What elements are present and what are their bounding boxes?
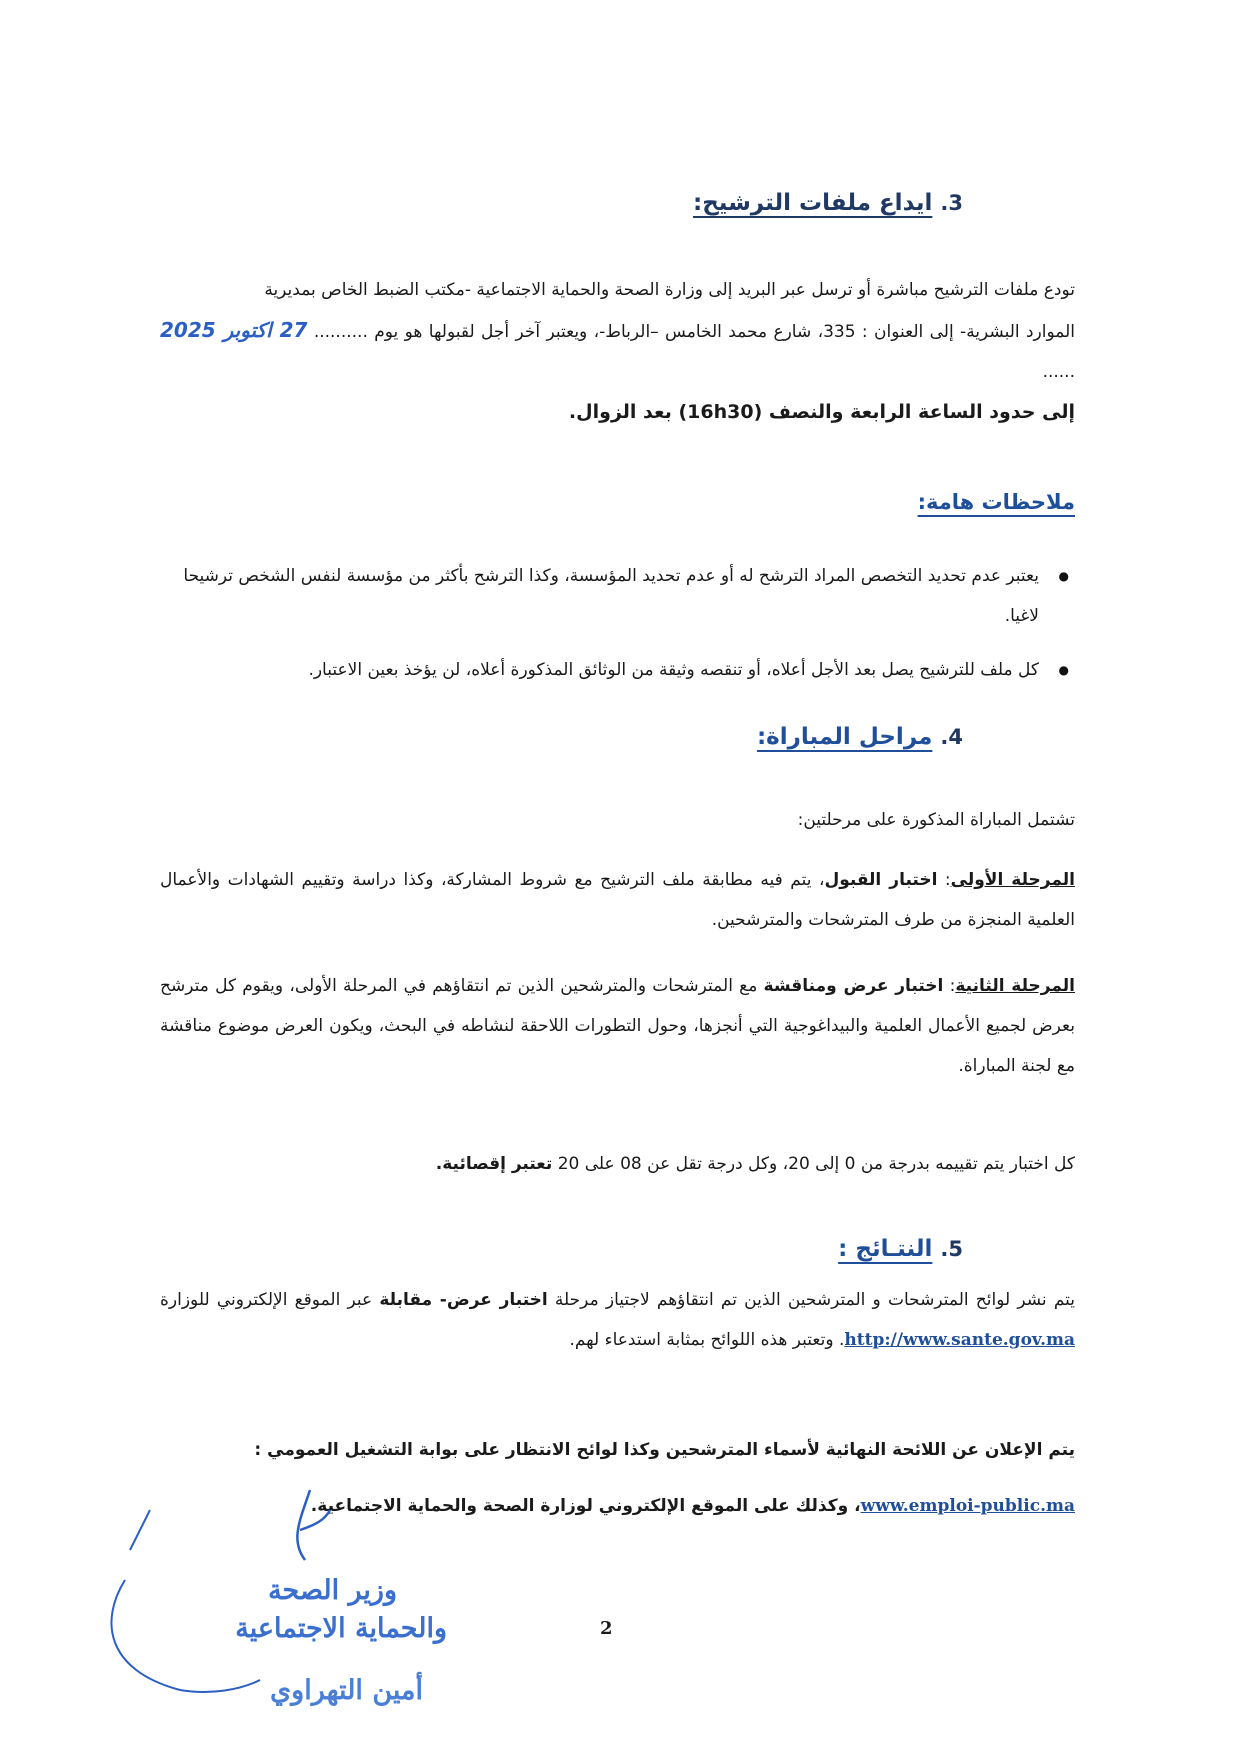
deadline-date-stamp: 27 اكتوبر 2025	[160, 318, 308, 342]
section-5-number: 5.	[940, 1237, 963, 1261]
results-paragraph	[160, 1280, 1075, 1360]
stage-1: المرحلة الأولى: اختبار القبول، يتم فيه مطابقة ملف الترشيح مع شروط المشاركة، وكذا دراسة وتقييم الشهادات والأعمال العلمية المنجزة من طرف المترشحات والمترشحين.	[160, 870, 1075, 930]
section-5-heading	[838, 1236, 963, 1262]
section-4-heading	[757, 724, 963, 750]
section-3-number: 3.	[940, 191, 963, 215]
grading-text: كل اختبار يتم تقييمه بدرجة من 0 إلى 20، وكل درجة تقل عن 08 على 20	[552, 1154, 1075, 1174]
section-3-title: ايداع ملفات الترشيح:	[693, 190, 933, 216]
stage-1-label: المرحلة الأولى	[950, 870, 1075, 890]
note-item-2: ● كل ملف للترشيح يصل بعد الأجل أعلاه، أو تنقصه وثيقة من الوثائق المذكورة أعلاه، لن يؤخذ بعين الاعتبار.	[160, 650, 1075, 690]
section-4-title: مراحل المباراة:	[756, 724, 933, 750]
stages-intro: تشتمل المباراة المذكورة على مرحلتين:	[797, 810, 1075, 830]
deposit-line-2	[160, 310, 1075, 392]
stage-1-text: ، يتم فيه مطابقة ملف الترشيح مع شروط المشاركة، وكذا دراسة وتقييم الشهادات والأعمال العلمية المنجزة من طرف المترشحات والمترشحين.	[160, 870, 1075, 930]
final-list-announcement: يتم الإعلان عن اللائحة النهائية لأسماء المترشحين وكذا لوائح الانتظار على بوابة التشغيل العمومي :	[254, 1440, 1075, 1460]
section-5-title: النتـائج :	[838, 1236, 933, 1262]
deposit-line-2-text: الموارد البشرية- إلى العنوان : 335، شارع محمد الخامس –الرباط-، ويعتبر آخر أجل لقبولها هو يوم	[367, 322, 1075, 342]
stage-1-name: اختبار القبول	[824, 870, 938, 890]
deposit-dots-b: ......	[1042, 362, 1075, 382]
signature-curve	[90, 1490, 290, 1710]
note-item-1: ● يعتبر عدم تحديد التخصص المراد الترشح له أو عدم تحديد المؤسسة، وكذا الترشح بأكثر من مؤسسة لنفس الشخص ترشيحا لاغيا.	[160, 556, 1075, 636]
emploi-public-link[interactable]: www.emploi-public.ma	[860, 1496, 1075, 1516]
results-text-a: يتم نشر لوائح المترشحات و المترشحين الذين تم انتقاؤهم لاجتياز مرحلة	[547, 1290, 1075, 1310]
signature-name: أمين التهراوي	[270, 1675, 423, 1706]
results-text-c: عبر الموقع الإلكتروني للوزارة	[160, 1290, 380, 1310]
stage-2-text: مع المترشحات والمترشحين الذين تم انتقاؤهم في المرحلة الأولى، ويقوم كل مترشح بعرض لجميع الأعمال العلمية والبيداغوجية التي أنجزها، وحول التطورات اللاحقة لنشاطه في البحث، ويكون العرض موضوع مناقشة مع لجنة المباراة.	[160, 976, 1075, 1076]
section-3-heading	[693, 190, 963, 216]
deposit-dots-a: ..........	[313, 322, 368, 342]
stage-2-name: اختبار عرض ومناقشة	[763, 976, 944, 996]
notes-title: ملاحظات هامة:	[917, 490, 1075, 514]
page-number: 2	[600, 1618, 613, 1639]
grading-eliminatory: تعتبر إقصائية.	[435, 1154, 553, 1174]
stage-2: المرحلة الثانية: اختبار عرض ومناقشة مع المترشحات والمترشحين الذين تم انتقاؤهم في المرحلة الأولى، ويقوم كل مترشح بعرض لجميع الأعمال العلمية والبيداغوجية التي أنجزها، وحول التطورات اللاحقة لنشاطه في البحث، ويكون العرض موضوع مناقشة مع لجنة المباراة.	[160, 976, 1075, 1076]
stage-2-label: المرحلة الثانية	[955, 976, 1075, 996]
grading-note	[160, 1144, 1075, 1184]
signature-title-line-2: والحماية الاجتماعية	[235, 1613, 447, 1644]
section-4-number: 4.	[940, 725, 963, 749]
deadline-time: إلى حدود الساعة الرابعة والنصف (16h30) بعد الزوال.	[568, 401, 1075, 423]
ministry-site-link[interactable]: http://www.sante.gov.ma	[844, 1330, 1075, 1350]
signature-title-line-1: وزير الصحة	[268, 1575, 397, 1606]
deposit-paragraph	[160, 270, 1075, 392]
final-list-sites-text: ، وكذلك على الموقع الإلكتروني لوزارة الصحة والحماية الاجتماعية.	[310, 1496, 861, 1516]
deposit-line-1: تودع ملفات الترشيح مباشرة أو ترسل عبر البريد إلى وزارة الصحة والحماية الاجتماعية -مكتب الضبط الخاص بمديرية	[264, 280, 1075, 300]
results-text-d: . وتعتبر هذه اللوائح بمثابة استدعاء لهم.	[569, 1330, 845, 1350]
results-stage-name: اختبار عرض- مقابلة	[379, 1290, 548, 1310]
